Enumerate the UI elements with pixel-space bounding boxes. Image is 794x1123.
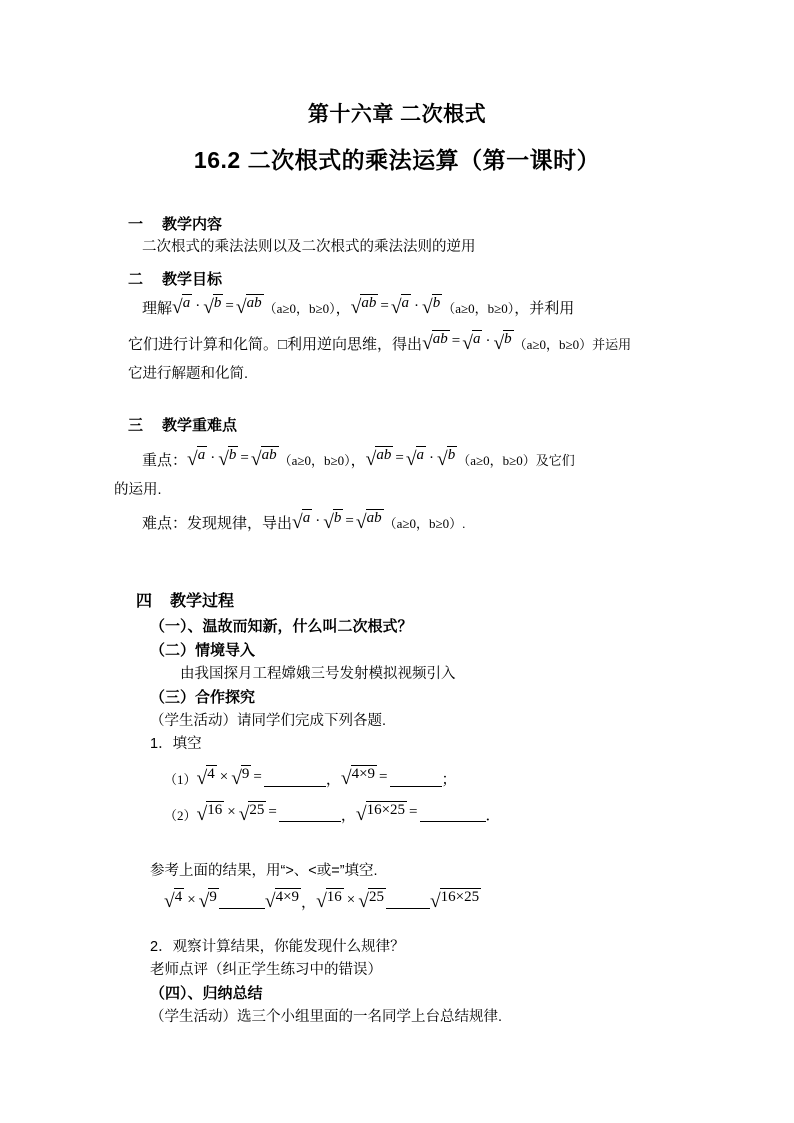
key-point-separator: ， bbox=[350, 452, 366, 470]
multiplication-sign-icon: × bbox=[187, 891, 196, 908]
equals-sign: = bbox=[395, 449, 404, 466]
sqrt-b-radical: √b bbox=[323, 509, 342, 533]
objective-line-3: 它进行解题和化简. bbox=[128, 365, 249, 382]
section-4-heading bbox=[136, 590, 688, 615]
formula-sqrt-a-times-sqrt-b-eq-sqrt-ab bbox=[172, 289, 264, 324]
sqrt-16-radical: √16 bbox=[316, 888, 342, 912]
objective-condition-1: （a≥0，b≥0） bbox=[263, 301, 336, 317]
expr-sqrt-16-times-25 bbox=[430, 883, 481, 918]
exercise-row-1 bbox=[136, 762, 688, 798]
key-point-condition-1: （a≥0，b≥0） bbox=[278, 453, 351, 469]
sqrt-ab-radical: √ab bbox=[365, 446, 392, 470]
exercise-2-terminator: ． bbox=[485, 807, 501, 825]
sqrt-b-radical: √b bbox=[493, 330, 512, 354]
section-1-body: 二次根式的乘法法则以及二次根式的乘法法则的逆用 bbox=[142, 239, 476, 256]
sqrt-ab-radical: √ab bbox=[250, 446, 277, 470]
difficult-point-condition: （a≥0，b≥0）. bbox=[383, 516, 466, 532]
key-point-condition-2: （a≥0，b≥0）及它们 bbox=[457, 453, 575, 469]
section-1-number: 一 bbox=[128, 216, 144, 233]
equals-sign: = bbox=[380, 297, 389, 314]
formula-sqrt-ab-eq-sqrt-a-times-sqrt-b bbox=[366, 441, 458, 476]
page-title-chapter: 第十六章 二次根式 bbox=[307, 103, 487, 126]
section-1-heading bbox=[128, 213, 680, 236]
multiplication-dot-icon: · bbox=[485, 333, 491, 350]
section-2-title: 教学目标 bbox=[162, 271, 223, 288]
key-point-continuation: 的运用. bbox=[114, 481, 162, 498]
answer-blank[interactable] bbox=[390, 771, 442, 786]
comparison-instruction: 参考上面的结果，用“>、<或=”填空. bbox=[150, 863, 378, 879]
expr-sqrt-16-times-25 bbox=[356, 795, 420, 830]
sqrt-9-radical: √9 bbox=[198, 888, 217, 912]
exercise-row-2 bbox=[136, 798, 688, 834]
sqrt-a-radical: √a bbox=[462, 330, 481, 354]
sqrt-b-radical: √b bbox=[422, 294, 441, 318]
multiplication-sign-icon: × bbox=[227, 804, 236, 821]
difficult-point-line bbox=[128, 506, 680, 542]
objective-formula-line-2 bbox=[128, 327, 680, 363]
formula-sqrt-ab-eq-sqrt-a-times-sqrt-b bbox=[351, 289, 443, 324]
exercise-1-separator: ， bbox=[325, 771, 341, 789]
multiplication-sign-icon: × bbox=[219, 768, 229, 785]
equals-sign: = bbox=[379, 768, 388, 785]
difficult-point-label: 难点：发现规律，导出 bbox=[142, 515, 293, 533]
section-3-heading bbox=[128, 414, 680, 437]
multiplication-dot-icon: · bbox=[210, 449, 216, 466]
multiplication-dot-icon: · bbox=[195, 297, 201, 314]
exercise-fill-blank-label: 1．填空 bbox=[150, 736, 202, 753]
multiplication-dot-icon: · bbox=[429, 449, 435, 466]
exercise-2-number: （2） bbox=[164, 808, 197, 824]
sqrt-b-radical: √b bbox=[203, 294, 222, 318]
section-teaching-content bbox=[128, 213, 680, 259]
formula-sqrt-a-times-sqrt-b-eq-sqrt-ab bbox=[292, 504, 384, 539]
page-title-lesson: 16.2 二次根式的乘法运算（第一课时） bbox=[193, 147, 601, 173]
section-teaching-process bbox=[136, 590, 688, 834]
equals-sign: = bbox=[240, 449, 249, 466]
sqrt-a-radical: √a bbox=[292, 509, 311, 533]
objective-formula-line-1 bbox=[128, 291, 680, 327]
process-item-1: （一）、温故而知新，什么叫二次根式？ bbox=[150, 617, 413, 635]
sqrt-4-radical: √4 bbox=[164, 888, 183, 912]
sqrt-4x9-radical: √4×9 bbox=[340, 766, 376, 790]
process-item-4-body: （学生活动）选三个小组里面的一名同学上台总结规律. bbox=[150, 1009, 503, 1026]
sqrt-25-radical: √25 bbox=[238, 801, 265, 825]
sqrt-ab-radical: √ab bbox=[422, 330, 448, 354]
process-item-3-body: （学生活动）请同学们完成下列各题. bbox=[150, 712, 387, 729]
sqrt-b-radical: √b bbox=[437, 446, 456, 470]
multiplication-dot-icon: · bbox=[414, 297, 420, 314]
expr-sqrt-4-times-9 bbox=[265, 883, 301, 918]
comparison-blank[interactable] bbox=[219, 894, 265, 909]
process-item-4: （四）、归纳总结 bbox=[150, 985, 263, 1003]
sqrt-ab-radical: √ab bbox=[355, 509, 382, 533]
multiplication-sign-icon: × bbox=[346, 891, 356, 908]
expr-sqrt-4-times-9 bbox=[341, 760, 390, 795]
section-key-difficult-points bbox=[114, 414, 680, 542]
section-summary bbox=[136, 936, 688, 1030]
sqrt-ab-radical: √ab bbox=[235, 294, 262, 318]
section-1-title: 教学内容 bbox=[162, 216, 223, 233]
teacher-comment: 老师点评（纠正学生练习中的错误） bbox=[150, 962, 382, 979]
sqrt-4x9-radical: √4×9 bbox=[264, 888, 300, 912]
key-point-line bbox=[128, 443, 680, 479]
key-point-label: 重点： bbox=[142, 452, 188, 470]
objective-condition-2: （a≥0，b≥0） bbox=[442, 301, 515, 317]
observation-question: 2．观察计算结果，你能发现什么规律？ bbox=[150, 939, 405, 955]
answer-blank[interactable] bbox=[264, 771, 326, 786]
sqrt-a-radical: √a bbox=[187, 446, 206, 470]
section-2-number: 二 bbox=[128, 271, 144, 288]
multiplication-dot-icon: · bbox=[315, 512, 321, 529]
expr-sqrt16-times-sqrt25 bbox=[197, 795, 279, 830]
equals-sign: = bbox=[409, 804, 418, 821]
expr-sqrt16-times-sqrt25 bbox=[316, 883, 386, 918]
process-item-2-body: 由我国探月工程嫦娥三号发射模拟视频引入 bbox=[180, 665, 456, 682]
process-item-3: （三）合作探究 bbox=[150, 688, 256, 706]
answer-blank[interactable] bbox=[420, 807, 486, 822]
expr-sqrt4-times-sqrt9 bbox=[164, 883, 219, 918]
equals-sign: = bbox=[225, 297, 234, 314]
formula-sqrt-ab-eq-sqrt-a-times-sqrt-b bbox=[422, 324, 514, 359]
comparison-blank[interactable] bbox=[386, 894, 430, 909]
sqrt-ab-radical: √ab bbox=[350, 294, 377, 318]
objective-line2-lead: 它们进行计算和化简。□利用逆向思维，得出 bbox=[128, 335, 423, 353]
objective-line2-condition: （a≥0，b≥0）并运用 bbox=[513, 336, 632, 352]
objective-separator-1: ， bbox=[335, 300, 351, 318]
sqrt-4-radical: √4 bbox=[196, 766, 215, 790]
equals-sign: = bbox=[268, 804, 277, 821]
sqrt-16x25-radical: √16×25 bbox=[355, 801, 406, 825]
objective-lead-text: 理解 bbox=[142, 300, 173, 318]
sqrt-a-radical: √a bbox=[405, 446, 425, 470]
answer-blank[interactable] bbox=[279, 807, 341, 822]
formula-sqrt-a-times-sqrt-b-eq-sqrt-ab bbox=[187, 441, 279, 476]
expr-sqrt4-times-sqrt9 bbox=[197, 760, 264, 795]
objective-tail-text: ，并利用 bbox=[514, 300, 575, 318]
sqrt-9-radical: √9 bbox=[231, 766, 250, 790]
section-teaching-objectives bbox=[128, 268, 680, 386]
sqrt-a-radical: √a bbox=[390, 294, 410, 318]
equals-sign: = bbox=[345, 512, 354, 529]
process-item-2: （二）情境导入 bbox=[150, 641, 256, 659]
section-3-number: 三 bbox=[128, 417, 144, 434]
sqrt-a-radical: √a bbox=[172, 294, 191, 318]
exercise-1-terminator: ； bbox=[441, 771, 457, 789]
sqrt-25-radical: √25 bbox=[358, 888, 384, 912]
sqrt-16x25-radical: √16×25 bbox=[429, 888, 480, 912]
section-4-number: 四 bbox=[136, 593, 153, 610]
equals-sign: = bbox=[451, 333, 461, 350]
sqrt-b-radical: √b bbox=[218, 446, 237, 470]
section-3-title: 教学重难点 bbox=[162, 417, 238, 434]
exercise-2-separator: ， bbox=[340, 807, 356, 825]
comparison-separator: ， bbox=[301, 894, 317, 912]
exercise-1-number: （1） bbox=[164, 772, 197, 788]
section-4-title: 教学过程 bbox=[170, 593, 235, 610]
comparison-row bbox=[150, 885, 702, 921]
section-comparison-exercise bbox=[150, 860, 702, 921]
sqrt-16-radical: √16 bbox=[196, 801, 223, 825]
equals-sign: = bbox=[253, 768, 262, 785]
